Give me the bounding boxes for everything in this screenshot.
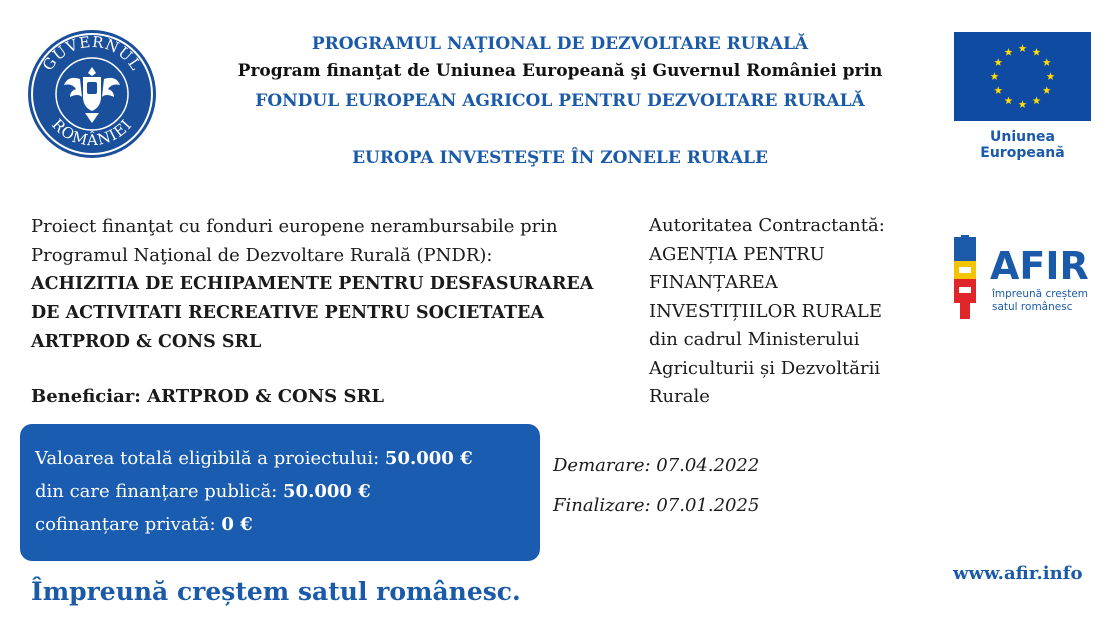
total-value-row xyxy=(35,448,473,469)
project-title-line1: ACHIZITIA DE ECHIPAMENTE PENTRU DESFASURAREA xyxy=(31,274,594,294)
authority-line: FINANȚAREA xyxy=(649,272,778,293)
footer-slogan: Împreună creștem satul românesc. xyxy=(31,577,521,606)
authority-line: Agriculturii și Dezvoltării xyxy=(649,357,881,379)
beneficiary: Beneficiar: ARTPROD & CONS SRL xyxy=(31,386,385,407)
authority-line: AGENȚIA PENTRU xyxy=(649,243,825,265)
eu-label: Uniunea Europeană xyxy=(980,129,1065,161)
project-description xyxy=(31,212,621,357)
afir-tagline-2: satul românesc xyxy=(992,301,1073,313)
afir-tagline-1: împreună creștem xyxy=(992,288,1089,300)
eu-star-icon xyxy=(1005,48,1013,56)
project-title-line3: ARTPROD & CONS SRL xyxy=(31,332,262,352)
afir-name: AFIR xyxy=(990,244,1089,288)
project-intro-line1: Proiect finanţat cu fonduri europene nerambursabile prin xyxy=(31,216,558,237)
eu-flag-logo xyxy=(954,32,1091,121)
authority-line: Rurale xyxy=(649,386,710,407)
europe-invests-slogan: EUROPA INVESTEŞTE ÎN ZONELE RURALE xyxy=(352,148,768,168)
afir-emblem-icon xyxy=(954,235,976,319)
eu-star-icon xyxy=(994,86,1002,94)
eu-stars-icon xyxy=(954,32,1091,121)
authority-line: din cadrul Ministerului xyxy=(649,329,860,350)
government-seal-logo xyxy=(25,27,159,161)
authority-line: Autoritatea Contractantă: xyxy=(649,215,885,236)
eu-star-icon xyxy=(994,58,1002,66)
program-title: PROGRAMUL NAŢIONAL DE DEZVOLTARE RURALĂ xyxy=(311,34,809,54)
contracting-authority xyxy=(649,212,919,412)
eu-star-icon xyxy=(1019,100,1027,108)
seal-text-top: GUVERNUL xyxy=(38,32,146,75)
public-funding-value: 50.000 € xyxy=(283,481,371,502)
eu-star-icon xyxy=(991,72,999,80)
project-intro-line2: Programul Naţional de Dezvoltare Rurală (PNDR): xyxy=(31,245,493,266)
authority-line: INVESTIȚIILOR RURALE xyxy=(649,300,883,322)
private-cofinancing-row xyxy=(35,514,253,535)
public-funding-label: din care finanțare publică: xyxy=(35,481,284,502)
seal-text-bottom: ROMÂNIEI xyxy=(48,115,136,150)
website-link[interactable]: www.afir.info xyxy=(953,563,1083,584)
eu-star-icon xyxy=(1019,44,1027,52)
program-subtitle: Program finanţat de Uniunea Europeană şi Guvernul României prin xyxy=(237,61,883,81)
afir-logo xyxy=(952,235,1097,325)
public-funding-row xyxy=(35,481,371,502)
end-date: Finalizare: 07.01.2025 xyxy=(553,495,760,516)
eu-star-icon xyxy=(1047,72,1055,80)
eu-star-icon xyxy=(1043,86,1051,94)
project-title-line2: DE ACTIVITATI RECREATIVE PENTRU SOCIETATEA xyxy=(31,303,544,323)
private-cofinancing-label: cofinanțare privată: xyxy=(35,514,222,535)
eu-star-icon xyxy=(1005,97,1013,105)
eu-star-icon xyxy=(1033,48,1041,56)
fund-title: FONDUL EUROPEAN AGRICOL PENTRU DEZVOLTARE RURALĂ xyxy=(255,91,865,111)
total-value: 50.000 € xyxy=(384,448,473,469)
private-cofinancing-value: 0 € xyxy=(221,514,253,535)
start-date: Demarare: 07.04.2022 xyxy=(553,455,760,476)
project-value-box xyxy=(20,424,540,561)
total-value-label: Valoarea totală eligibilă a proiectului: xyxy=(35,448,385,469)
eu-star-icon xyxy=(1043,58,1051,66)
eu-star-icon xyxy=(1033,97,1041,105)
